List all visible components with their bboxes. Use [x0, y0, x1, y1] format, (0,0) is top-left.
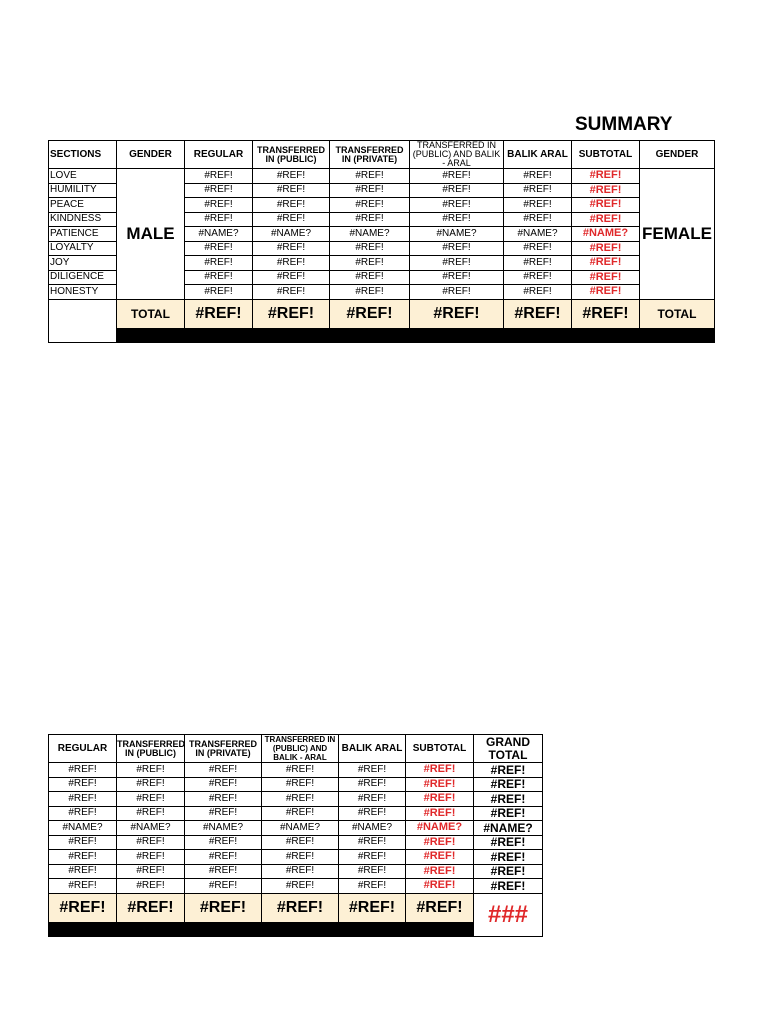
cell: #REF!	[185, 270, 253, 285]
section-name: KINDNESS	[49, 212, 117, 227]
subtotal-cell: #REF!	[406, 806, 474, 821]
header-regular: REGULAR	[49, 735, 117, 763]
cell: #REF!	[117, 763, 185, 778]
cell: #REF!	[339, 835, 406, 850]
header-subtotal: SUBTOTAL	[572, 141, 640, 169]
cell: #REF!	[339, 806, 406, 821]
cell: #NAME?	[504, 227, 572, 242]
cell: #NAME?	[185, 227, 253, 242]
cell: #REF!	[410, 256, 504, 271]
cell: #REF!	[330, 183, 410, 198]
cell: #REF!	[185, 169, 253, 184]
header-transferred-balik: TRANSFERRED IN (PUBLIC) AND BALIK - ARAL	[262, 735, 339, 763]
header-transferred-private: TRANSFERRED IN (PRIVATE)	[185, 735, 262, 763]
cell: #REF!	[410, 270, 504, 285]
cell: #REF!	[185, 879, 262, 894]
cell: #REF!	[185, 792, 262, 807]
total-cell: #REF!	[504, 299, 572, 328]
section-name: HUMILITY	[49, 183, 117, 198]
cell: #REF!	[185, 285, 253, 300]
cell: #REF!	[185, 777, 262, 792]
cell: #REF!	[185, 806, 262, 821]
cell: #NAME?	[253, 227, 330, 242]
total-cell: #REF!	[339, 893, 406, 922]
section-name: LOYALTY	[49, 241, 117, 256]
total-cell: #REF!	[185, 299, 253, 328]
table-row	[49, 879, 543, 894]
subtotal-cell: #REF!	[406, 850, 474, 865]
cell: #REF!	[49, 879, 117, 894]
cell: #REF!	[253, 183, 330, 198]
header-transferred-public: TRANSFERRED IN (PUBLIC)	[117, 735, 185, 763]
header-row	[49, 141, 715, 169]
cell: #REF!	[49, 806, 117, 821]
cell: #REF!	[504, 169, 572, 184]
subtotal-cell: #REF!	[572, 169, 640, 184]
subtotal-cell: #REF!	[406, 879, 474, 894]
table-row	[49, 850, 543, 865]
grand-total-cell: #REF!	[474, 806, 543, 821]
cell: #REF!	[262, 763, 339, 778]
cell: #REF!	[185, 850, 262, 865]
cell: #REF!	[185, 835, 262, 850]
cell: #NAME?	[330, 227, 410, 242]
header-balik-aral: BALIK ARAL	[504, 141, 572, 169]
grand-total-cell: #REF!	[474, 792, 543, 807]
male-label: MALE	[117, 169, 185, 300]
subtotal-cell: #REF!	[572, 285, 640, 300]
section-name: HONESTY	[49, 285, 117, 300]
subtotal-cell: #REF!	[406, 835, 474, 850]
total-cell: #REF!	[253, 299, 330, 328]
cell: #REF!	[49, 763, 117, 778]
section-name: PEACE	[49, 198, 117, 213]
section-name: LOVE	[49, 169, 117, 184]
subtotal-cell: #REF!	[572, 256, 640, 271]
total-row	[49, 893, 543, 922]
cell: #REF!	[253, 198, 330, 213]
table-row	[49, 792, 543, 807]
cell: #REF!	[253, 169, 330, 184]
header-regular: REGULAR	[185, 141, 253, 169]
header-transferred-balik: TRANSFERRED IN (PUBLIC) AND BALIK - ARAL	[410, 141, 504, 169]
cell: #REF!	[253, 241, 330, 256]
grand-total-cell: #REF!	[474, 777, 543, 792]
cell: #REF!	[185, 241, 253, 256]
cell: #REF!	[49, 864, 117, 879]
subtotal-cell: #NAME?	[572, 227, 640, 242]
cell: #REF!	[117, 806, 185, 821]
subtotal-cell: #REF!	[572, 183, 640, 198]
cell: #REF!	[49, 777, 117, 792]
cell: #REF!	[504, 212, 572, 227]
cell: #REF!	[253, 270, 330, 285]
cell: #REF!	[504, 198, 572, 213]
cell: #REF!	[117, 792, 185, 807]
header-balik-aral: BALIK ARAL	[339, 735, 406, 763]
cell: #NAME?	[117, 821, 185, 836]
cell: #REF!	[262, 806, 339, 821]
subtotal-cell: #NAME?	[406, 821, 474, 836]
total-label: TOTAL	[117, 299, 185, 328]
header-row	[49, 735, 543, 763]
cell: #REF!	[330, 241, 410, 256]
table-row	[49, 821, 543, 836]
subtotal-cell: #REF!	[572, 198, 640, 213]
cell: #REF!	[410, 285, 504, 300]
subtotal-cell: #REF!	[572, 241, 640, 256]
table-row	[49, 763, 543, 778]
header-transferred-private: TRANSFERRED IN (PRIVATE)	[330, 141, 410, 169]
summary-title: SUMMARY	[575, 114, 673, 135]
cell: #REF!	[410, 198, 504, 213]
cell: #REF!	[339, 763, 406, 778]
cell: #REF!	[339, 777, 406, 792]
cell: #REF!	[253, 212, 330, 227]
cell: #REF!	[185, 864, 262, 879]
cell: #NAME?	[339, 821, 406, 836]
header-subtotal: SUBTOTAL	[406, 735, 474, 763]
black-bar	[49, 922, 543, 936]
cell: #REF!	[117, 835, 185, 850]
cell: #REF!	[262, 777, 339, 792]
cell: #REF!	[117, 864, 185, 879]
header-gender-right: GENDER	[640, 141, 715, 169]
cell: #REF!	[185, 183, 253, 198]
total-cell: #REF!	[185, 893, 262, 922]
total-cell: #REF!	[406, 893, 474, 922]
summary-table	[48, 140, 715, 343]
cell: #REF!	[117, 777, 185, 792]
header-gender: GENDER	[117, 141, 185, 169]
black-fill	[49, 922, 474, 936]
total-cell: #REF!	[49, 893, 117, 922]
grand-total-table	[48, 734, 543, 937]
cell: #REF!	[339, 879, 406, 894]
cell: #REF!	[253, 256, 330, 271]
cell: #REF!	[330, 169, 410, 184]
cell: #REF!	[262, 792, 339, 807]
cell: #REF!	[504, 183, 572, 198]
section-name: PATIENCE	[49, 227, 117, 242]
subtotal-cell: #REF!	[572, 270, 640, 285]
cell: #NAME?	[185, 821, 262, 836]
header-grand-total: GRAND TOTAL	[474, 735, 543, 763]
cell: #REF!	[330, 285, 410, 300]
section-name: DILIGENCE	[49, 270, 117, 285]
cell: #REF!	[504, 256, 572, 271]
subtotal-cell: #REF!	[572, 212, 640, 227]
subtotal-cell: #REF!	[406, 763, 474, 778]
cell: #REF!	[330, 270, 410, 285]
subtotal-cell: #REF!	[406, 864, 474, 879]
total-cell: #REF!	[117, 893, 185, 922]
cell: #REF!	[410, 169, 504, 184]
cell: #REF!	[117, 879, 185, 894]
grand-total-overflow: ###	[474, 893, 543, 936]
black-bar	[49, 328, 715, 342]
cell: #REF!	[339, 850, 406, 865]
cell: #REF!	[504, 270, 572, 285]
female-label: FEMALE	[640, 169, 715, 300]
cell: #REF!	[262, 879, 339, 894]
total-label-right: TOTAL	[640, 299, 715, 328]
cell: #REF!	[253, 285, 330, 300]
header-sections: SECTIONS	[49, 141, 117, 169]
cell: #REF!	[185, 256, 253, 271]
grand-total-cell: #REF!	[474, 879, 543, 894]
cell: #REF!	[339, 864, 406, 879]
cell: #NAME?	[49, 821, 117, 836]
cell: #REF!	[185, 198, 253, 213]
cell: #REF!	[410, 212, 504, 227]
grand-total-cell: #REF!	[474, 850, 543, 865]
table-row	[49, 806, 543, 821]
table-row	[49, 777, 543, 792]
cell: #REF!	[330, 198, 410, 213]
cell: #NAME?	[262, 821, 339, 836]
cell: #REF!	[262, 835, 339, 850]
cell: #REF!	[49, 792, 117, 807]
cell: #REF!	[410, 183, 504, 198]
cell: #REF!	[117, 850, 185, 865]
cell: #REF!	[339, 792, 406, 807]
cell: #REF!	[185, 212, 253, 227]
table-row	[49, 864, 543, 879]
black-fill	[117, 328, 715, 342]
header-transferred-public: TRANSFERRED IN (PUBLIC)	[253, 141, 330, 169]
total-cell: #REF!	[410, 299, 504, 328]
grand-total-cell: #REF!	[474, 864, 543, 879]
cell: #REF!	[330, 256, 410, 271]
cell: #REF!	[49, 850, 117, 865]
cell: #REF!	[49, 835, 117, 850]
table-row	[49, 169, 715, 184]
cell: #REF!	[410, 241, 504, 256]
cell: #REF!	[330, 212, 410, 227]
cell: #REF!	[504, 241, 572, 256]
subtotal-cell: #REF!	[406, 777, 474, 792]
cell: #REF!	[262, 850, 339, 865]
cell: #REF!	[185, 763, 262, 778]
subtotal-cell: #REF!	[406, 792, 474, 807]
grand-total-cell: #NAME?	[474, 821, 543, 836]
section-name: JOY	[49, 256, 117, 271]
grand-total-cell: #REF!	[474, 835, 543, 850]
grand-total-cell: #REF!	[474, 763, 543, 778]
total-row	[49, 299, 715, 328]
cell: #REF!	[504, 285, 572, 300]
total-cell: #REF!	[572, 299, 640, 328]
cell: #NAME?	[410, 227, 504, 242]
empty-cell	[49, 299, 117, 342]
cell: #REF!	[262, 864, 339, 879]
total-cell: #REF!	[262, 893, 339, 922]
total-cell: #REF!	[330, 299, 410, 328]
table-row	[49, 835, 543, 850]
